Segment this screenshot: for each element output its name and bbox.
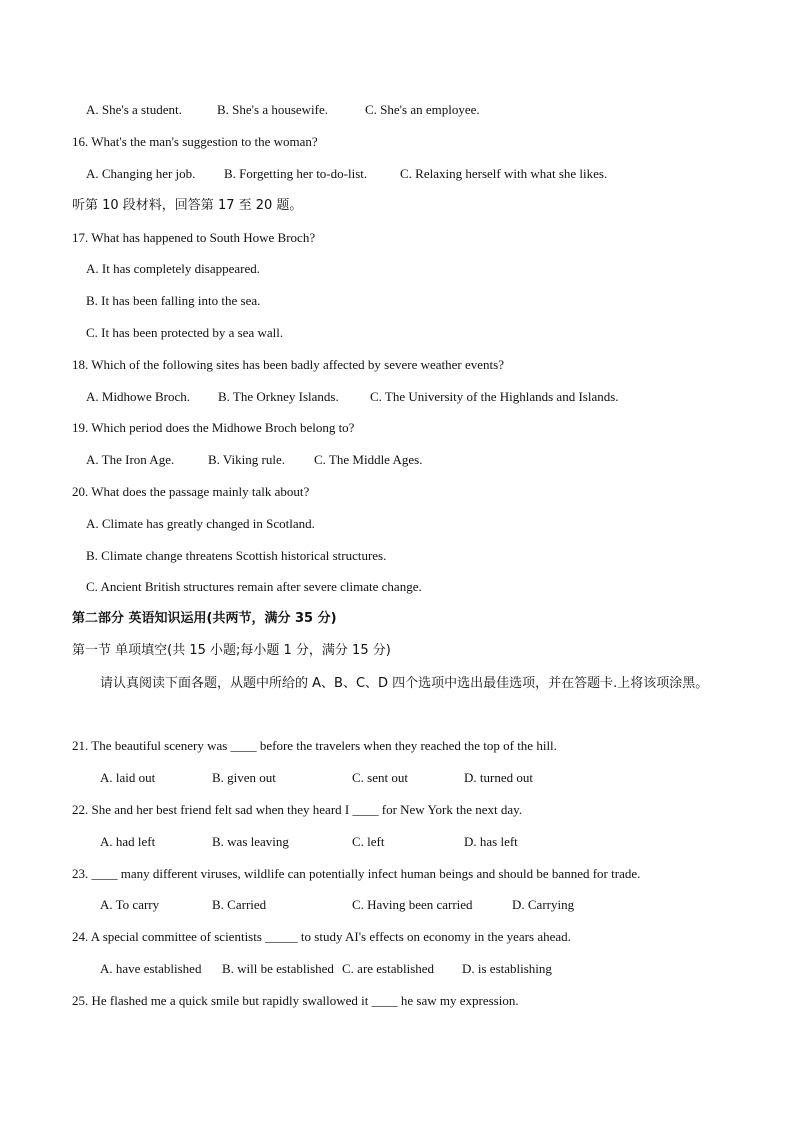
q19-option-c: C. The Middle Ages. bbox=[314, 452, 423, 467]
q17-stem: 17. What has happened to South Howe Broch? bbox=[72, 230, 316, 245]
q24-option-a: A. have established bbox=[100, 961, 202, 976]
q22-options bbox=[100, 833, 754, 851]
section1-heading: 第一节 单项填空(共 15 小题;每小题 1 分，满分 15 分) bbox=[72, 643, 391, 658]
q21-option-d: D. turned out bbox=[464, 770, 533, 785]
q16-option-c: C. Relaxing herself with what she likes. bbox=[400, 166, 608, 181]
q16-stem: 16. What's the man's suggestion to the woman? bbox=[72, 134, 318, 149]
q18-options bbox=[86, 388, 754, 406]
part2-heading: 第二部分 英语知识运用(共两节，满分 35 分) bbox=[72, 611, 337, 626]
q16-option-b: B. Forgetting her to-do-list. bbox=[224, 166, 368, 181]
q15-options bbox=[86, 101, 754, 119]
q17-option-a: A. It has completely disappeared. bbox=[86, 261, 260, 276]
q20-option-c: C. Ancient British structures remain after severe climate change. bbox=[86, 579, 422, 594]
q20-option-b: B. Climate change threatens Scottish historical structures. bbox=[86, 548, 387, 563]
q24-option-d: D. is establishing bbox=[462, 961, 552, 976]
q18-option-a: A. Midhowe Broch. bbox=[86, 389, 190, 404]
q23-option-d: D. Carrying bbox=[512, 897, 575, 912]
q22-option-d: D. has left bbox=[464, 834, 518, 849]
q15-option-a: A. She's a student. bbox=[86, 102, 182, 117]
q21-options bbox=[100, 769, 754, 787]
q19-options bbox=[86, 451, 754, 469]
q16-options bbox=[86, 165, 754, 183]
q18-stem: 18. Which of the following sites has been badly affected by severe weather events? bbox=[72, 357, 504, 372]
q21-option-c: C. sent out bbox=[352, 770, 408, 785]
q15-option-c: C. She's an employee. bbox=[365, 102, 480, 117]
q22-stem: 22. She and her best friend felt sad when they heard I ____ for New York the next day. bbox=[72, 802, 523, 817]
q23-options bbox=[100, 896, 754, 914]
q24-option-b: B. will be established bbox=[222, 961, 334, 976]
q24-option-c: C. are established bbox=[342, 961, 435, 976]
q23-stem: 23. ____ many different viruses, wildlife can potentially infect human beings and should be banned for trade. bbox=[72, 866, 641, 881]
q19-option-a: A. The Iron Age. bbox=[86, 452, 175, 467]
q21-option-a: A. laid out bbox=[100, 770, 156, 785]
q18-option-b: B. The Orkney Islands. bbox=[218, 389, 339, 404]
instruction-paragraph: 请认真阅读下面各题，从题中所给的 A、B、C、D 四个选项中选出最佳选项，并在答题卡.上将该项涂黑。 bbox=[100, 676, 709, 691]
q20-stem: 20. What does the passage mainly talk about? bbox=[72, 484, 310, 499]
q17-option-c: C. It has been protected by a sea wall. bbox=[86, 325, 284, 340]
q22-option-c: C. left bbox=[352, 834, 385, 849]
q22-option-a: A. had left bbox=[100, 834, 156, 849]
q20-option-a: A. Climate has greatly changed in Scotland. bbox=[86, 516, 315, 531]
section10-instruction: 听第 10 段材料，回答第 17 至 20 题。 bbox=[72, 198, 303, 213]
q24-options bbox=[100, 960, 754, 978]
q19-stem: 19. Which period does the Midhowe Broch belong to? bbox=[72, 420, 355, 435]
q22-option-b: B. was leaving bbox=[212, 834, 289, 849]
q18-option-c: C. The University of the Highlands and Islands. bbox=[370, 389, 619, 404]
q21-option-b: B. given out bbox=[212, 770, 276, 785]
q23-option-a: A. To carry bbox=[100, 897, 160, 912]
q21-stem: 21. The beautiful scenery was ____ before the travelers when they reached the top of the hill. bbox=[72, 738, 557, 753]
q24-stem: 24. A special committee of scientists _____ to study AI's effects on economy in the years ahead. bbox=[72, 929, 571, 944]
q25-stem: 25. He flashed me a quick smile but rapidly swallowed it ____ he saw my expression. bbox=[72, 993, 519, 1008]
q23-option-b: B. Carried bbox=[212, 897, 267, 912]
q17-option-b: B. It has been falling into the sea. bbox=[86, 293, 261, 308]
q16-option-a: A. Changing her job. bbox=[86, 166, 196, 181]
q15-option-b: B. She's a housewife. bbox=[217, 102, 329, 117]
q19-option-b: B. Viking rule. bbox=[208, 452, 285, 467]
q23-option-c: C. Having been carried bbox=[352, 897, 473, 912]
